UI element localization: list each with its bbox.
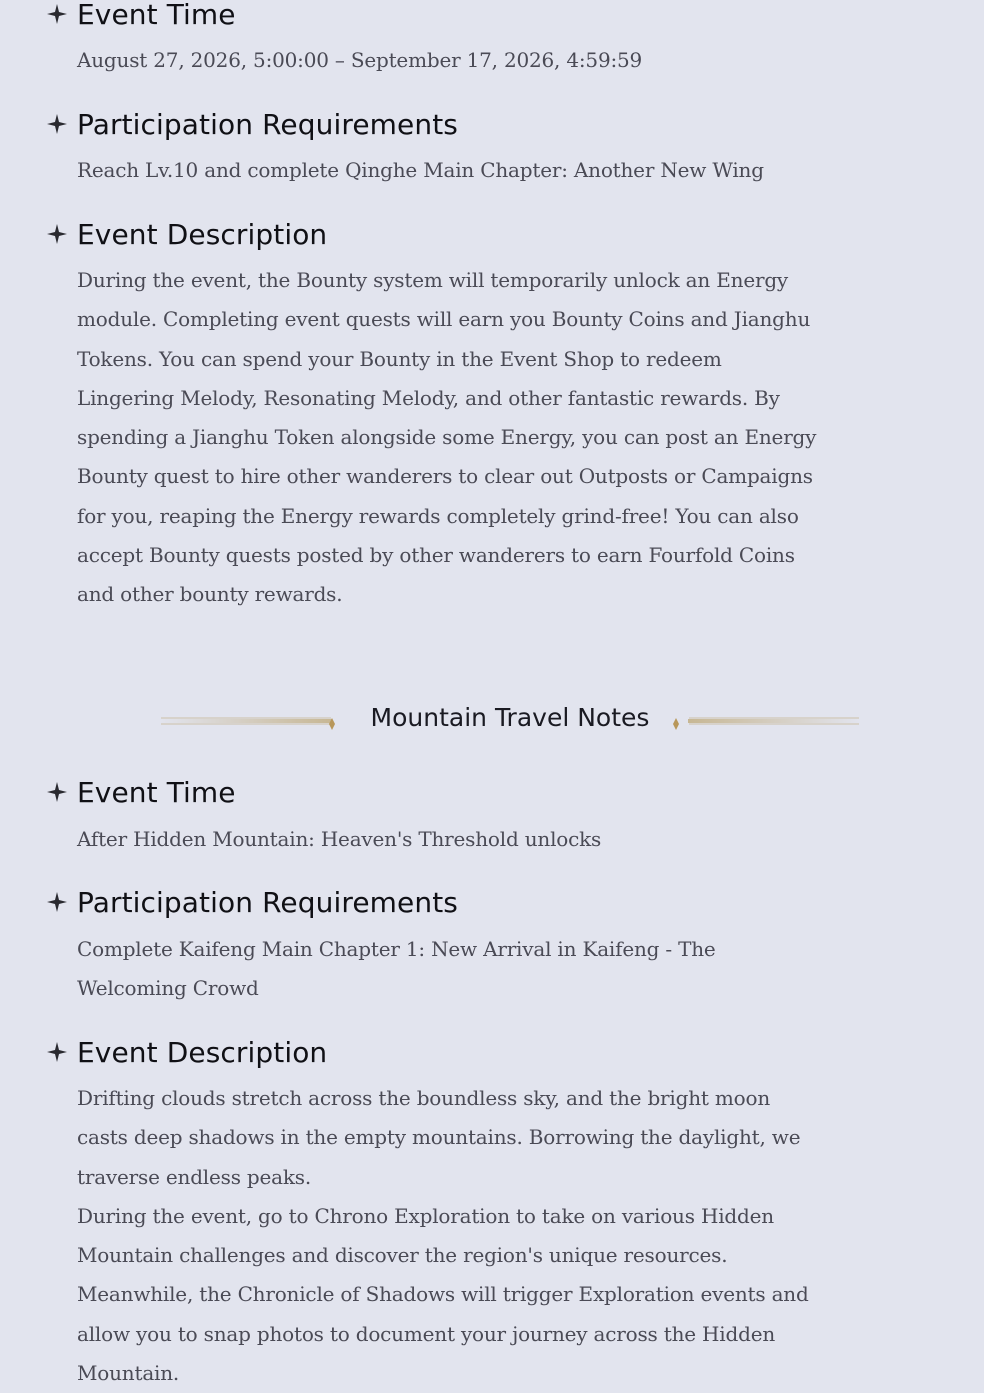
event-description-heading — [46, 1034, 327, 1070]
participation-requirements-heading — [46, 884, 458, 920]
section-title: Participation Requirements — [77, 107, 458, 141]
participation-requirements-text — [77, 151, 822, 190]
four-point-star-icon — [46, 1041, 68, 1063]
event-time-heading — [46, 774, 236, 810]
participation-requirements-heading — [46, 106, 458, 142]
section-divider — [160, 700, 860, 740]
section-title: Participation Requirements — [77, 885, 458, 919]
event-description-text — [77, 261, 822, 615]
event-description-heading — [46, 216, 327, 252]
four-point-star-icon — [46, 891, 68, 913]
section-body-paragraph: After Hidden Mountain: Heaven's Threshold unlocks — [77, 827, 602, 851]
section-body-paragraph: During the event, the Bounty system will temporarily unlock an Energy module. Completing event quests will earn you Bounty Coins and Jianghu Tokens. You can spend your Bounty in the Event Shop to redeem Lingering Melody, Resonating Melody, and other fantastic rewards. By spending a Jianghu Token alongside some Energy, you can post an Energy Bounty quest to hire other wanderers to clear out Outposts or Campaigns for you, reaping the Energy rewards completely grind-free! You can also accept Bounty quests posted by other wanderers to earn Fourfold Coins and other bounty rewards. — [77, 268, 817, 607]
divider-title: Mountain Travel Notes — [370, 703, 650, 732]
section-body-paragraph: Complete Kaifeng Main Chapter 1: New Arrival in Kaifeng - The Welcoming Crowd — [77, 937, 716, 1001]
event-description-text — [77, 1079, 822, 1393]
section-title: Event Time — [77, 775, 236, 809]
event-time-text — [77, 820, 822, 859]
section-body-paragraph: During the event, go to Chrono Exploration to take on various Hidden Mountain challenges and discover the region's unique resources. Meanwhile, the Chronicle of Shadows will trigger Exploration events and allow you to snap photos to document your journey across the Hidden Mountain. — [77, 1203, 809, 1386]
four-point-star-icon — [46, 223, 68, 245]
event-time-text — [77, 41, 822, 80]
event-time-heading — [46, 0, 236, 32]
section-body-paragraph: Reach Lv.10 and complete Qinghe Main Chapter: Another New Wing — [77, 158, 764, 182]
four-point-star-icon — [46, 3, 68, 25]
section-title: Event Description — [77, 1035, 328, 1069]
section-title: Event Time — [77, 0, 236, 31]
participation-requirements-text — [77, 930, 737, 1009]
section-title: Event Description — [77, 217, 328, 251]
section-body-paragraph: Drifting clouds stretch across the boundless sky, and the bright moon casts deep shadows in the empty mountains. Borrowing the daylight, we traverse endless peaks. — [77, 1086, 801, 1189]
four-point-star-icon — [46, 781, 68, 803]
four-point-star-icon — [46, 113, 68, 135]
section-body-paragraph: August 27, 2026, 5:00:00 – September 17, 2026, 4:59:59 — [77, 48, 643, 72]
